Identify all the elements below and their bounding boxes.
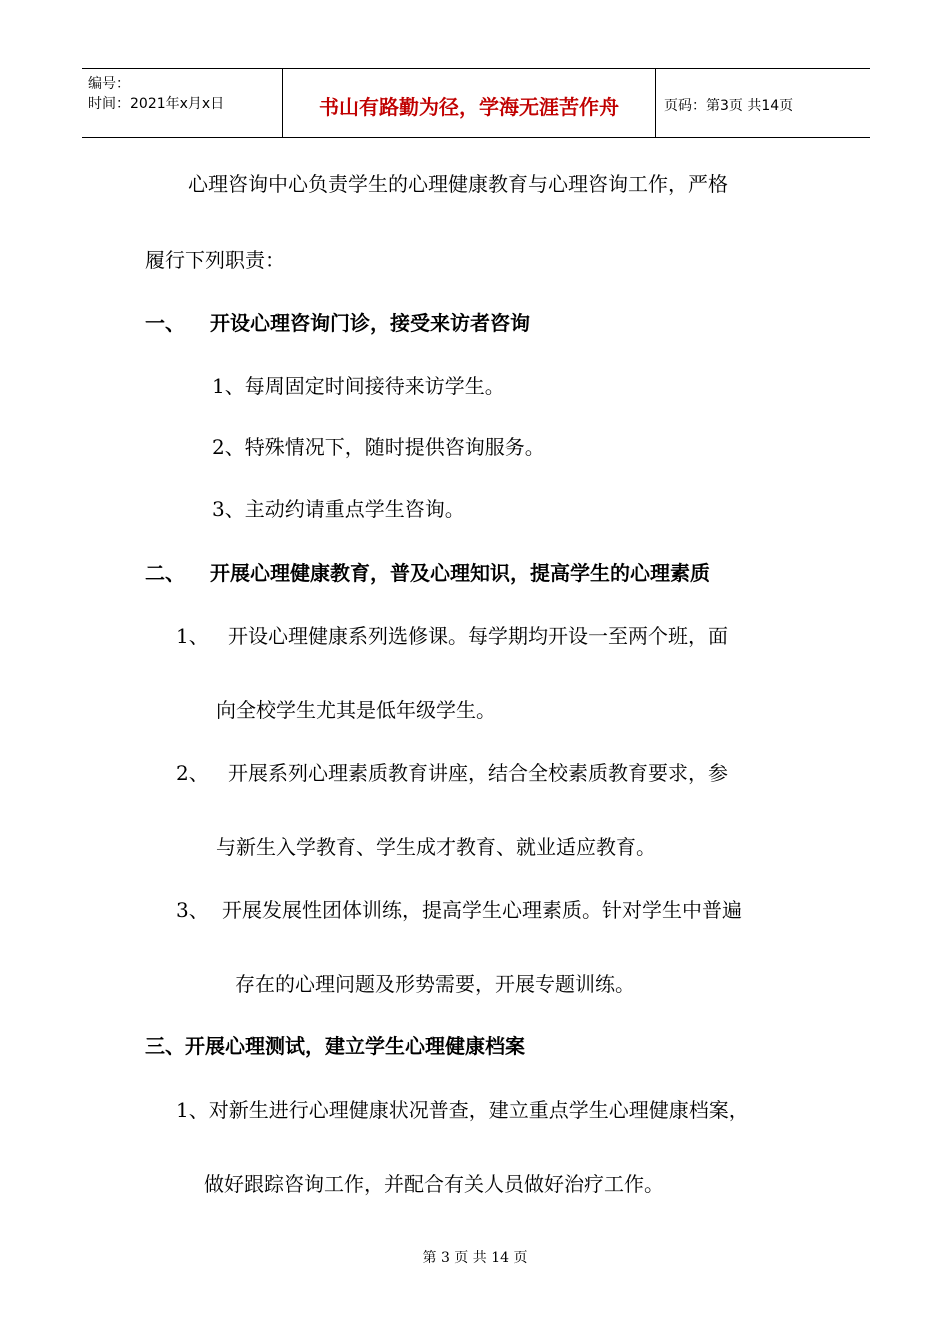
section-2-item-2-line-2: 与新生入学教育、学生成才教育、就业适应教育。: [216, 835, 656, 859]
section-2-item-1-line-1: 开设心理健康系列选修课。每学期均开设一至两个班，面: [228, 624, 728, 648]
intro-line-1: 心理咨询中心负责学生的心理健康教育与心理咨询工作，严格: [188, 172, 728, 196]
section-1-title: 开设心理咨询门诊，接受来访者咨询: [210, 311, 530, 335]
section-2-item-3-number: 3、: [176, 898, 209, 922]
section-2-title: 开展心理健康教育，普及心理知识，提高学生的心理素质: [210, 561, 710, 585]
header-motto-cell: [282, 69, 656, 137]
section-1-item-3: 3、主动约请重点学生咨询。: [212, 497, 465, 521]
page-label: 页码：第3页 共14页: [664, 98, 794, 114]
section-1-item-1: 1、每周固定时间接待来访学生。: [212, 374, 505, 398]
intro-line-2: 履行下列职责：: [145, 248, 285, 272]
time-label: 时间：2021年x月x日: [88, 96, 225, 112]
section-2-item-1-line-2: 向全校学生尤其是低年级学生。: [216, 698, 496, 722]
section-2-item-2-line-1: 开展系列心理素质教育讲座，结合全校素质教育要求，参: [228, 761, 728, 785]
section-2-item-1-number: 1、: [176, 624, 209, 648]
motto-text: 书山有路勤为径，学海无涯苦作舟: [319, 95, 619, 119]
section-3-item-1-line-2: 做好跟踪咨询工作，并配合有关人员做好治疗工作。: [204, 1172, 664, 1196]
header-meta-cell: [82, 69, 282, 137]
section-2-item-2-number: 2、: [176, 761, 209, 785]
number-label: 编号：: [88, 76, 130, 92]
document-header: [82, 68, 870, 138]
section-2-item-3-line-1: 开展发展性团体训练，提高学生心理素质。针对学生中普遍: [222, 898, 742, 922]
section-2-number: 二、: [145, 561, 185, 585]
section-1-item-2: 2、特殊情况下，随时提供咨询服务。: [212, 435, 545, 459]
section-3-item-1-line-1: 1、对新生进行心理健康状况普查，建立重点学生心理健康档案，: [176, 1098, 749, 1122]
section-3-title: 三、开展心理测试，建立学生心理健康档案: [145, 1034, 525, 1058]
section-1-number: 一、: [145, 311, 185, 335]
page-footer: 第 3 页 共 14 页: [422, 1250, 528, 1266]
section-2-item-3-line-2: 存在的心理问题及形势需要，开展专题训练。: [235, 972, 635, 996]
header-page-cell: [655, 69, 870, 137]
